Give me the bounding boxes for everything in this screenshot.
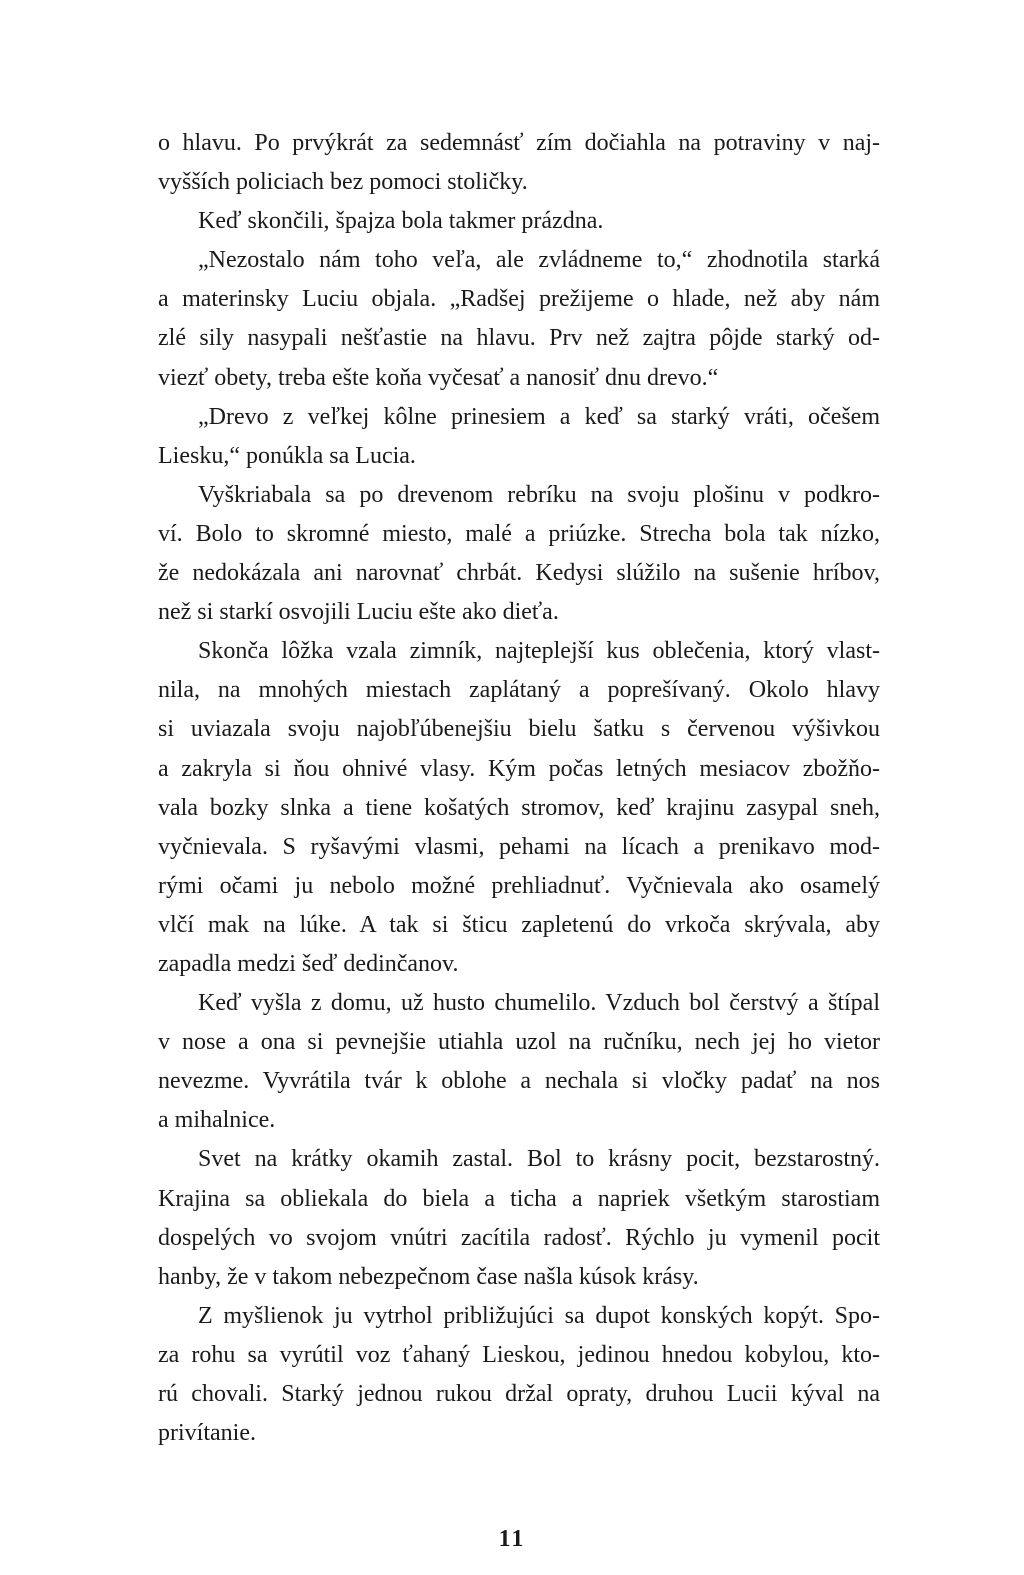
text-line: Skonča lôžka vzala zimník, najteplejší kus oblečenia, ktorý vlast- [198, 638, 880, 665]
text-line: a zakryla si ňou ohnivé vlasy. Kým počas letných mesiacov zbožňo- [158, 755, 880, 782]
text-line: rú chovali. Starký jednou rukou držal opraty, druhou Lucii kýval na [158, 1381, 880, 1407]
text-line: Keď vyšla z domu, už husto chumelilo. Vzduch bol čerstvý a štípal [198, 990, 880, 1017]
text-line: nevezme. Vyvrátila tvár k oblohe a nechala si vločky padať na nos [158, 1068, 880, 1095]
text-line: vlčí mak na lúke. A tak si šticu zapletenú do vrkoča skrývala, aby [158, 911, 880, 938]
text-line: ví. Bolo to skromné miesto, malé a priúzke. Strecha bola tak nízko, [158, 520, 880, 547]
text-line: nila, na mnohých miestach zaplátaný a poprešívaný. Okolo hlavy [158, 677, 880, 704]
text-line: zlé sily nasypali nešťastie na hlavu. Prv než zajtra pôjde starký od- [158, 325, 880, 352]
text-line: si uviazala svoju najobľúbenejšiu bielu šatku s červenou výšivkou [158, 716, 880, 743]
text-line: Keď skončili, špajza bola takmer prázdna. [198, 208, 604, 235]
text-line: Z myšlienok ju vytrhol približujúci sa dupot konských kopýt. Spo- [198, 1302, 880, 1329]
text-line: že nedokázala ani narovnať chrbát. Kedysi slúžilo na sušenie hríbov, [158, 560, 880, 587]
text-line: hanby, že v takom nebezpečnom čase našla kúsok krásy. [158, 1263, 699, 1290]
text-line: vyšších policiach bez pomoci stoličky. [158, 169, 528, 196]
text-line: viezť obety, treba ešte koňa vyčesať a nanosiť dnu drevo.“ [158, 364, 719, 391]
text-line: Svet na krátky okamih zastal. Bol to krásny pocit, bezstarostný. [198, 1146, 880, 1173]
text-line: zapadla medzi šeď dedinčanov. [158, 950, 459, 977]
text-line: privítanie. [158, 1420, 256, 1447]
text-line: Liesku,“ ponúkla sa Lucia. [158, 442, 416, 469]
text-line: o hlavu. Po prvýkrát za sedemnásť zím dočiahla na potraviny v naj- [158, 130, 880, 156]
text-line: „Nezostalo nám toho veľa, ale zvládneme to,“ zhodnotila starká [198, 247, 880, 274]
text-line: Krajina sa obliekala do biela a ticha a napriek všetkým starostiam [158, 1185, 880, 1212]
text-line: v nose a ona si pevnejšie utiahla uzol na ručníku, nech jej ho vietor [158, 1029, 880, 1056]
text-line: a mihalnice. [158, 1107, 276, 1134]
body-text [158, 124, 880, 1453]
text-line: a materinsky Luciu objala. „Radšej prežijeme o hlade, než aby nám [158, 286, 880, 313]
text-line: rými očami ju nebolo možné prehliadnuť. Vyčnievala ako osamelý [158, 872, 880, 899]
text-line: „Drevo z veľkej kôlne prinesiem a keď sa starký vráti, očešem [198, 403, 880, 430]
text-line: dospelých vo svojom vnútri zacítila radosť. Rýchlo ju vymenil pocit [158, 1224, 880, 1251]
text-line: vala bozky slnka a tiene košatých stromov, keď krajinu zasypal sneh, [158, 794, 880, 821]
text-line: za rohu sa vyrútil voz ťahaný Lieskou, jedinou hnedou kobylou, kto- [158, 1341, 880, 1368]
page-number: 11 [498, 1526, 526, 1552]
text-line: vyčnievala. S ryšavými vlasmi, pehami na lícach a prenikavo mod- [158, 833, 880, 860]
text-line: Vyškriabala sa po drevenom rebríku na svoju plošinu v podkro- [198, 481, 880, 508]
text-line: než si starkí osvojili Luciu ešte ako dieťa. [158, 599, 559, 626]
